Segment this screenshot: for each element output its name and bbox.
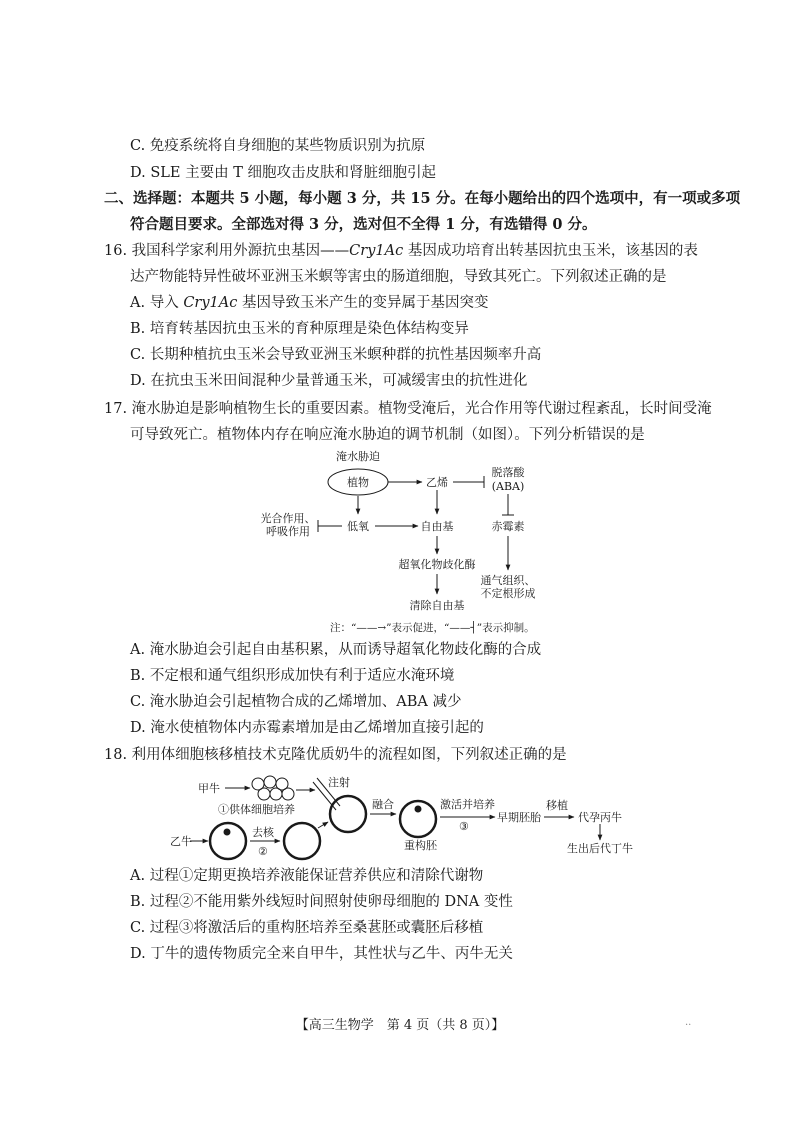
fusion-label: 融合 xyxy=(372,798,394,811)
reconstructed-embryo-label: 重构胚 xyxy=(404,839,437,852)
enucleated-oocyte xyxy=(284,823,320,859)
activate-label: 激活并培养 xyxy=(440,798,495,811)
q17-stem-line2: 可导致死亡。植物体内存在响应淹水胁迫的调节机制（如图）。下列分析错误的是 xyxy=(130,427,645,443)
diagram-gibberellin-label: 赤霉素 xyxy=(491,520,525,533)
enucleate-label: 去核 xyxy=(252,826,274,839)
q16-option-b: B. 培育转基因抗虫玉米的育种原理是染色体结构变异 xyxy=(130,321,469,337)
q18-option-b: B. 过程②不能用紫外线短时间照射使卵母细胞的 DNA 变性 xyxy=(130,894,513,910)
diagram-sod-label: 超氧化物歧化酶 xyxy=(398,558,476,571)
q17-option-c: C. 淹水胁迫会引起植物合成的乙烯增加、ABA 减少 xyxy=(130,694,462,710)
diagram-hypoxia-label: 低氧 xyxy=(347,520,369,533)
step2-label: ② xyxy=(258,845,268,858)
q17-option-d: D. 淹水使植物体内赤霉素增加是由乙烯增加直接引起的 xyxy=(130,720,484,736)
cow-b-label: 乙牛 xyxy=(170,835,192,848)
q18-option-a: A. 过程①定期更换培养液能保证营养供应和清除代谢物 xyxy=(130,868,484,884)
diagram-ethylene-label: 乙烯 xyxy=(426,476,448,489)
q17-option-b: B. 不定根和通气组织形成加快有利于适应水淹环境 xyxy=(130,668,455,684)
oocyte-nucleus xyxy=(224,829,230,835)
q16-stem-line2: 达产物能特异性破坏亚洲玉米螟等害虫的肠道细胞，导致其死亡。下列叙述正确的是 xyxy=(130,269,667,285)
early-embryo-label: 早期胚胎 xyxy=(497,811,541,824)
diagram-aerenchyma-label2: 不定根形成 xyxy=(480,587,536,600)
diagram-photosynthesis-label: 光合作用、 xyxy=(260,512,316,525)
q16-gene-name: Cry1Ac xyxy=(349,243,404,259)
q16-option-d: D. 在抗虫玉米田间混种少量普通玉米，可减缓害虫的抗性进化 xyxy=(130,373,528,389)
cow-a-label: 甲牛 xyxy=(198,782,220,795)
section-header-line1: 二、选择题：本题共 5 小题，每小题 3 分，共 15 分。在每小题给出的四个选项中，有一项或多项 xyxy=(104,190,741,207)
oocyte-cell xyxy=(210,823,246,859)
q16-a-pre: A. 导入 xyxy=(130,295,184,311)
surrogate-cow-label: 代孕丙牛 xyxy=(578,811,622,824)
section-header-line2: 符合题目要求。全部选对得 3 分，选对但不全得 1 分，有选错得 0 分。 xyxy=(130,216,597,233)
diagram-plant-label: 植物 xyxy=(347,476,369,489)
inject-label: 注射 xyxy=(328,776,350,789)
diagram-aba-label1: 脱落酸 xyxy=(491,466,525,479)
injected-oocyte xyxy=(330,796,366,832)
diagram-clear-radical-label: 清除自由基 xyxy=(409,599,465,612)
diagram-aba-label2: (ABA) xyxy=(491,480,525,493)
q18-stem: 18. 利用体细胞核移植技术克隆优质奶牛的流程如图，下列叙述正确的是 xyxy=(104,747,567,763)
diagram-stress-label: 淹水胁迫 xyxy=(336,450,380,463)
q16-a-gene: Cry1Ac xyxy=(183,295,238,311)
diagram-radical-label: 自由基 xyxy=(420,520,454,533)
offspring-label: 生出后代丁牛 xyxy=(567,842,633,855)
q16-stem-post: 基因成功培育出转基因抗虫玉米，该基因的表 xyxy=(403,243,698,259)
donor-cell-2 xyxy=(264,776,276,788)
q17-stem-line1: 17. 淹水胁迫是影响植物生长的重要因素。植物受淹后，光合作用等代谢过程紊乱，长时间受淹 xyxy=(104,401,712,417)
diagram-legend-note: 注：“——→”表示促进，“——┤”表示抑制。 xyxy=(330,622,535,634)
q16-stem-pre: 16. 我国科学家利用外源抗虫基因—— xyxy=(104,243,350,259)
diagram-aerenchyma-label1: 通气组织、 xyxy=(480,574,536,587)
arrow-to-injection xyxy=(318,822,328,828)
q15-option-d: D. SLE 主要由 T 细胞攻击皮肤和肾脏细胞引起 xyxy=(130,165,436,181)
step1-label: ①供体细胞培养 xyxy=(218,803,295,816)
donor-cell-6 xyxy=(282,788,294,800)
scan-mark: .. xyxy=(685,1017,692,1028)
q16-option-c: C. 长期种植抗虫玉米会导致亚洲玉米螟种群的抗性基因频率升高 xyxy=(130,347,542,363)
q18-option-c: C. 过程③将激活后的重构胚培养至桑葚胚或囊胚后移植 xyxy=(130,920,484,936)
q16-a-post: 基因导致玉米产生的变异属于基因突变 xyxy=(237,295,489,311)
step3-label: ③ xyxy=(459,820,469,833)
diagram-respiration-label: 呼吸作用 xyxy=(266,525,310,538)
q18-option-d: D. 丁牛的遗传物质完全来自甲牛，其性状与乙牛、丙牛无关 xyxy=(130,946,513,962)
reconstructed-nucleus xyxy=(415,806,421,812)
page-footer: 【高三生物学 第 4 页（共 8 页）】 xyxy=(295,1018,505,1033)
transfer-label: 移植 xyxy=(546,799,568,812)
q15-option-c: C. 免疫系统将自身细胞的某些物质识别为抗原 xyxy=(130,138,426,154)
donor-cell-5 xyxy=(270,788,282,800)
q17-option-a: A. 淹水胁迫会引起自由基积累，从而诱导超氧化物歧化酶的合成 xyxy=(130,642,542,658)
donor-cell-4 xyxy=(258,788,270,800)
